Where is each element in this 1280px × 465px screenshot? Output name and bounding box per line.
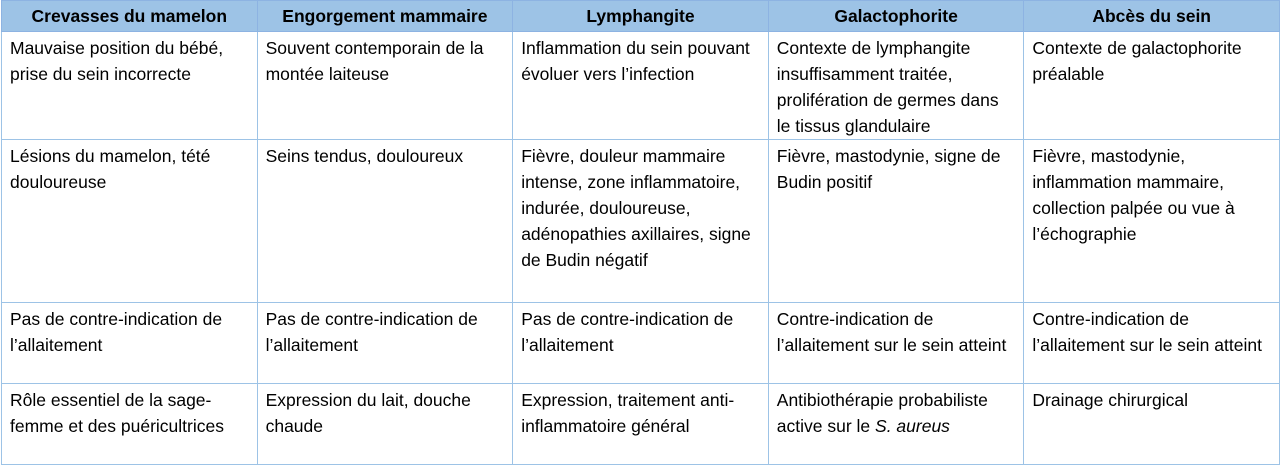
table-cell: Rôle essentiel de la sage-femme et des puéricultrices (2, 384, 258, 465)
table-cell: Contre-indication de l’allaitement sur le sein atteint (768, 303, 1024, 384)
table-cell: Pas de contre-indication de l’allaitement (257, 303, 513, 384)
cell-text: Antibiothérapie probabiliste active sur le (776, 390, 988, 436)
table-row (2, 303, 1280, 384)
table-cell: Mauvaise position du bébé, prise du sein incorrecte (2, 32, 258, 140)
table-row (2, 140, 1280, 303)
header-lymphangite: Lymphangite (513, 1, 769, 32)
table-cell: Inflammation du sein pouvant évoluer vers l’infection (513, 32, 769, 140)
table-cell: Contexte de lymphangite insuffisamment traitée, prolifération de germes dans le tissus glandulaire (768, 32, 1024, 140)
header-row (2, 1, 1280, 32)
table-cell: Lésions du mamelon, tété douloureuse (2, 140, 258, 303)
table-cell: Expression, traitement anti-inflammatoire général (513, 384, 769, 465)
header-crevasses: Crevasses du mamelon (2, 1, 258, 32)
table-cell (768, 384, 1024, 465)
table-cell: Expression du lait, douche chaude (257, 384, 513, 465)
table-cell: Drainage chirurgical (1024, 384, 1280, 465)
comparison-table (1, 0, 1280, 465)
table-cell: Fièvre, mastodynie, signe de Budin positif (768, 140, 1024, 303)
table-row (2, 32, 1280, 140)
table-row (2, 384, 1280, 465)
header-galactophorite: Galactophorite (768, 1, 1024, 32)
table-cell: Fièvre, douleur mammaire intense, zone inflammatoire, indurée, douloureuse, adénopathies axillaires, signe de Budin négatif (513, 140, 769, 303)
species-name-italic: S. aureus (875, 416, 950, 436)
table-cell: Pas de contre-indication de l’allaitement (513, 303, 769, 384)
table-cell: Contexte de galactophorite préalable (1024, 32, 1280, 140)
table-cell: Souvent contemporain de la montée laiteuse (257, 32, 513, 140)
table-cell: Fièvre, mastodynie, inflammation mammaire, collection palpée ou vue à l’échographie (1024, 140, 1280, 303)
table-cell: Pas de contre-indication de l’allaitement (2, 303, 258, 384)
header-engorgement: Engorgement mammaire (257, 1, 513, 32)
table-cell: Contre-indication de l’allaitement sur le sein atteint (1024, 303, 1280, 384)
header-abces: Abcès du sein (1024, 1, 1280, 32)
table-cell: Seins tendus, douloureux (257, 140, 513, 303)
